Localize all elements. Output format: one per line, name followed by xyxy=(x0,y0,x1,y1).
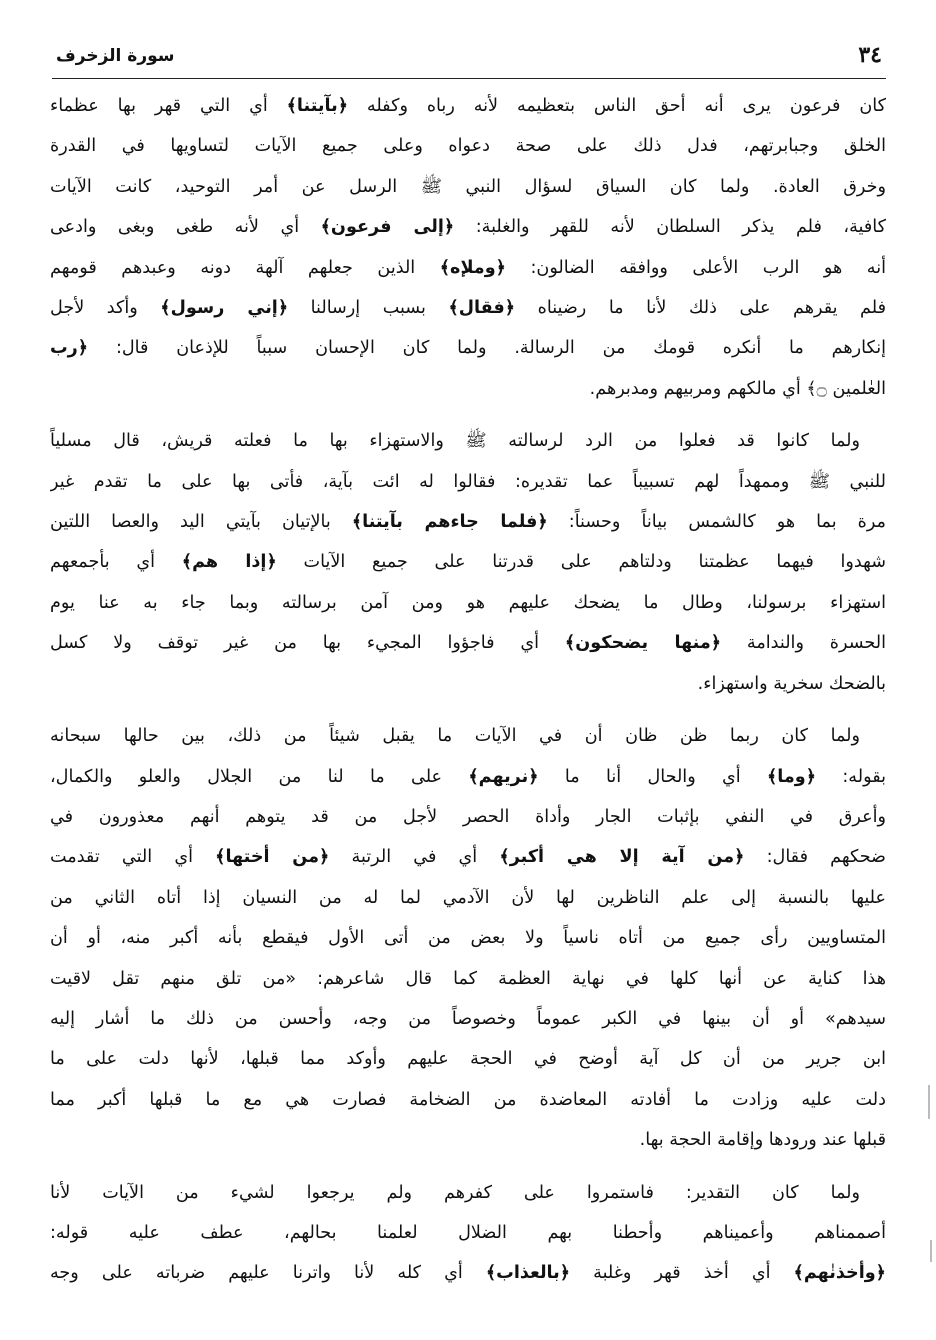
text-line: عليها بالنسبة إلى علم الناظرين لها لأن الآدمي لما له من النسيان إذا أتاه الثاني من xyxy=(50,887,886,908)
paragraph-2 xyxy=(50,421,886,704)
text-line: وخرق العادة. ولما كان السياق لسؤال النبي ﷺ الرسل عن أمر التوحيد، كانت الآيات xyxy=(50,176,886,197)
text-line: العٰلمين ۝﴾ أي مالكهم ومربيهم ومدبرهم. xyxy=(589,378,886,399)
text-line: ولما كان التقدير: فاستمروا على كفرهم ولم يرجعوا لشيء من الآيات لأنا xyxy=(50,1182,860,1203)
text-line: استهزاء برسولنا، وطال ما يضحك عليهم هو ومن آمن برسالته وبما جاء به عنا يوم xyxy=(50,592,886,613)
text-line: مرة بما هو كالشمس بياناً وحسناً: ﴿فلما جاءهم بآيتنا﴾ بالإتيان بآيتي اليد والعصا اللتين xyxy=(50,512,886,533)
page-header xyxy=(52,38,886,79)
text-line: الخلق وجبابرتهم، فدل ذلك على صحة دعواه وعلى جميع الآيات لتساويها في القدرة xyxy=(50,136,886,157)
surah-title: سورة الزخرف xyxy=(56,46,175,66)
text-line: قبلها عند ورودها وإقامة الحجة بها. xyxy=(639,1130,886,1151)
scan-edge-mark xyxy=(928,1085,930,1119)
text-line: ولما كان ربما ظن ظان أن في الآيات ما يقبل شيئاً من ذلك، بين حالها سبحانه xyxy=(50,726,860,747)
text-line: ضحكهم فقال: ﴿من آية إلا هي أكبر﴾ أي في الرتبة ﴿من أختها﴾ أي التي تقدمت xyxy=(50,847,886,868)
text-line: الحسرة والندامة ﴿منها يضحكون﴾ أي فاجؤوا المجيء بها من غير توقف ولا كسل xyxy=(50,633,886,654)
text-line: دلت عليه وزادت ما أفادته المعاضدة من الضخامة فصارت هي مع ما قبلها أكبر مما xyxy=(50,1089,886,1110)
text-line: فلم يقرهم على ذلك لأنا ما رضيناه ﴿فقال﴾ بسبب إرسالنا ﴿إني رسول﴾ وأكد لأجل xyxy=(50,298,886,319)
text-line: إنكارهم ما أنكره قومك من الرسالة. ولما كان الإحسان سبباً للإذعان قال: ﴿رب xyxy=(50,338,886,359)
text-line: ﴿وأخذنٰهم﴾ أي أخذ قهر وغلبة ﴿بالعذاب﴾ أي كله لأنا واترنا عليهم ضرباته على وجه xyxy=(50,1263,886,1284)
scan-edge-mark xyxy=(930,1240,932,1262)
text-line: بقوله: ﴿وما﴾ أي والحال أنا ما ﴿نريهم﴾ على ما لنا من الجلال والعلو والكمال، xyxy=(50,766,886,787)
text-line: بالضحك سخرية واستهزاء. xyxy=(697,673,886,694)
text-line: كان فرعون يرى أنه أحق الناس بتعظيمه لأنه رباه وكفله ﴿بآيتنا﴾ أي التي قهر بها عظماء xyxy=(50,96,886,116)
text-line: سيدهم» أو أن بينها في الكبر عموماً وخصوصاً من وجه، وأحسن من ذلك ما أشار إليه xyxy=(50,1008,886,1029)
page-body xyxy=(50,86,886,1294)
text-line: المتساويين رأى جميع من أتاه ناسياً ولا بعض من أتى الأول فيقطع بأنه أكبر منه، أو أن xyxy=(50,928,886,949)
text-line: ولما كانوا قد فعلوا من الرد لرسالته ﷺ والاستهزاء بها ما فعلته قريش، قال مسلياً xyxy=(50,431,860,452)
paragraph-4 xyxy=(50,1173,886,1294)
text-line: كافية، فلم يذكر السلطان لأنه للقهر والغلبة: ﴿إلى فرعون﴾ أي لأنه طغى وبغى وادعى xyxy=(50,217,886,238)
paragraph-1 xyxy=(50,86,886,409)
text-line: للنبي ﷺ وممهداً لهم تسبيباً عما تقديره: فقالوا له ائت بآية، فأتى بها على ما تقدم غير xyxy=(50,471,886,492)
text-line: هذا كناية عن أنها كلها في نهاية العظمة كما قال شاعرهم: «من تلق منهم تقل لاقيت xyxy=(50,968,886,989)
text-line: ابن جرير من أن كل آية أوضح في الحجة عليهم وأوكد مما قبلها، لأنها دلت على ما xyxy=(50,1049,886,1070)
text-line: أنه هو الرب الأعلى ووافقه الضالون: ﴿وملإه﴾ الذين جعلهم آلهة دونه وعبدهم قومهم xyxy=(50,257,886,278)
text-line: وأعرق في النفي بإثبات الجار وأداة الحصر لأجل من قد يتوهم أنهم معذورون في xyxy=(50,806,886,827)
text-line: أصممناهم وأعميناهم وأحطنا بهم الضلال لعلمنا بحالهم، عطف عليه قوله: xyxy=(50,1222,886,1243)
paragraph-3 xyxy=(50,716,886,1160)
text-line: شهدوا فيهما عظمتنا ودلتاهم على قدرتنا على جميع الآيات ﴿إذا هم﴾ أي بأجمعهم xyxy=(50,552,886,573)
page-number: ٣٤ xyxy=(858,42,882,68)
